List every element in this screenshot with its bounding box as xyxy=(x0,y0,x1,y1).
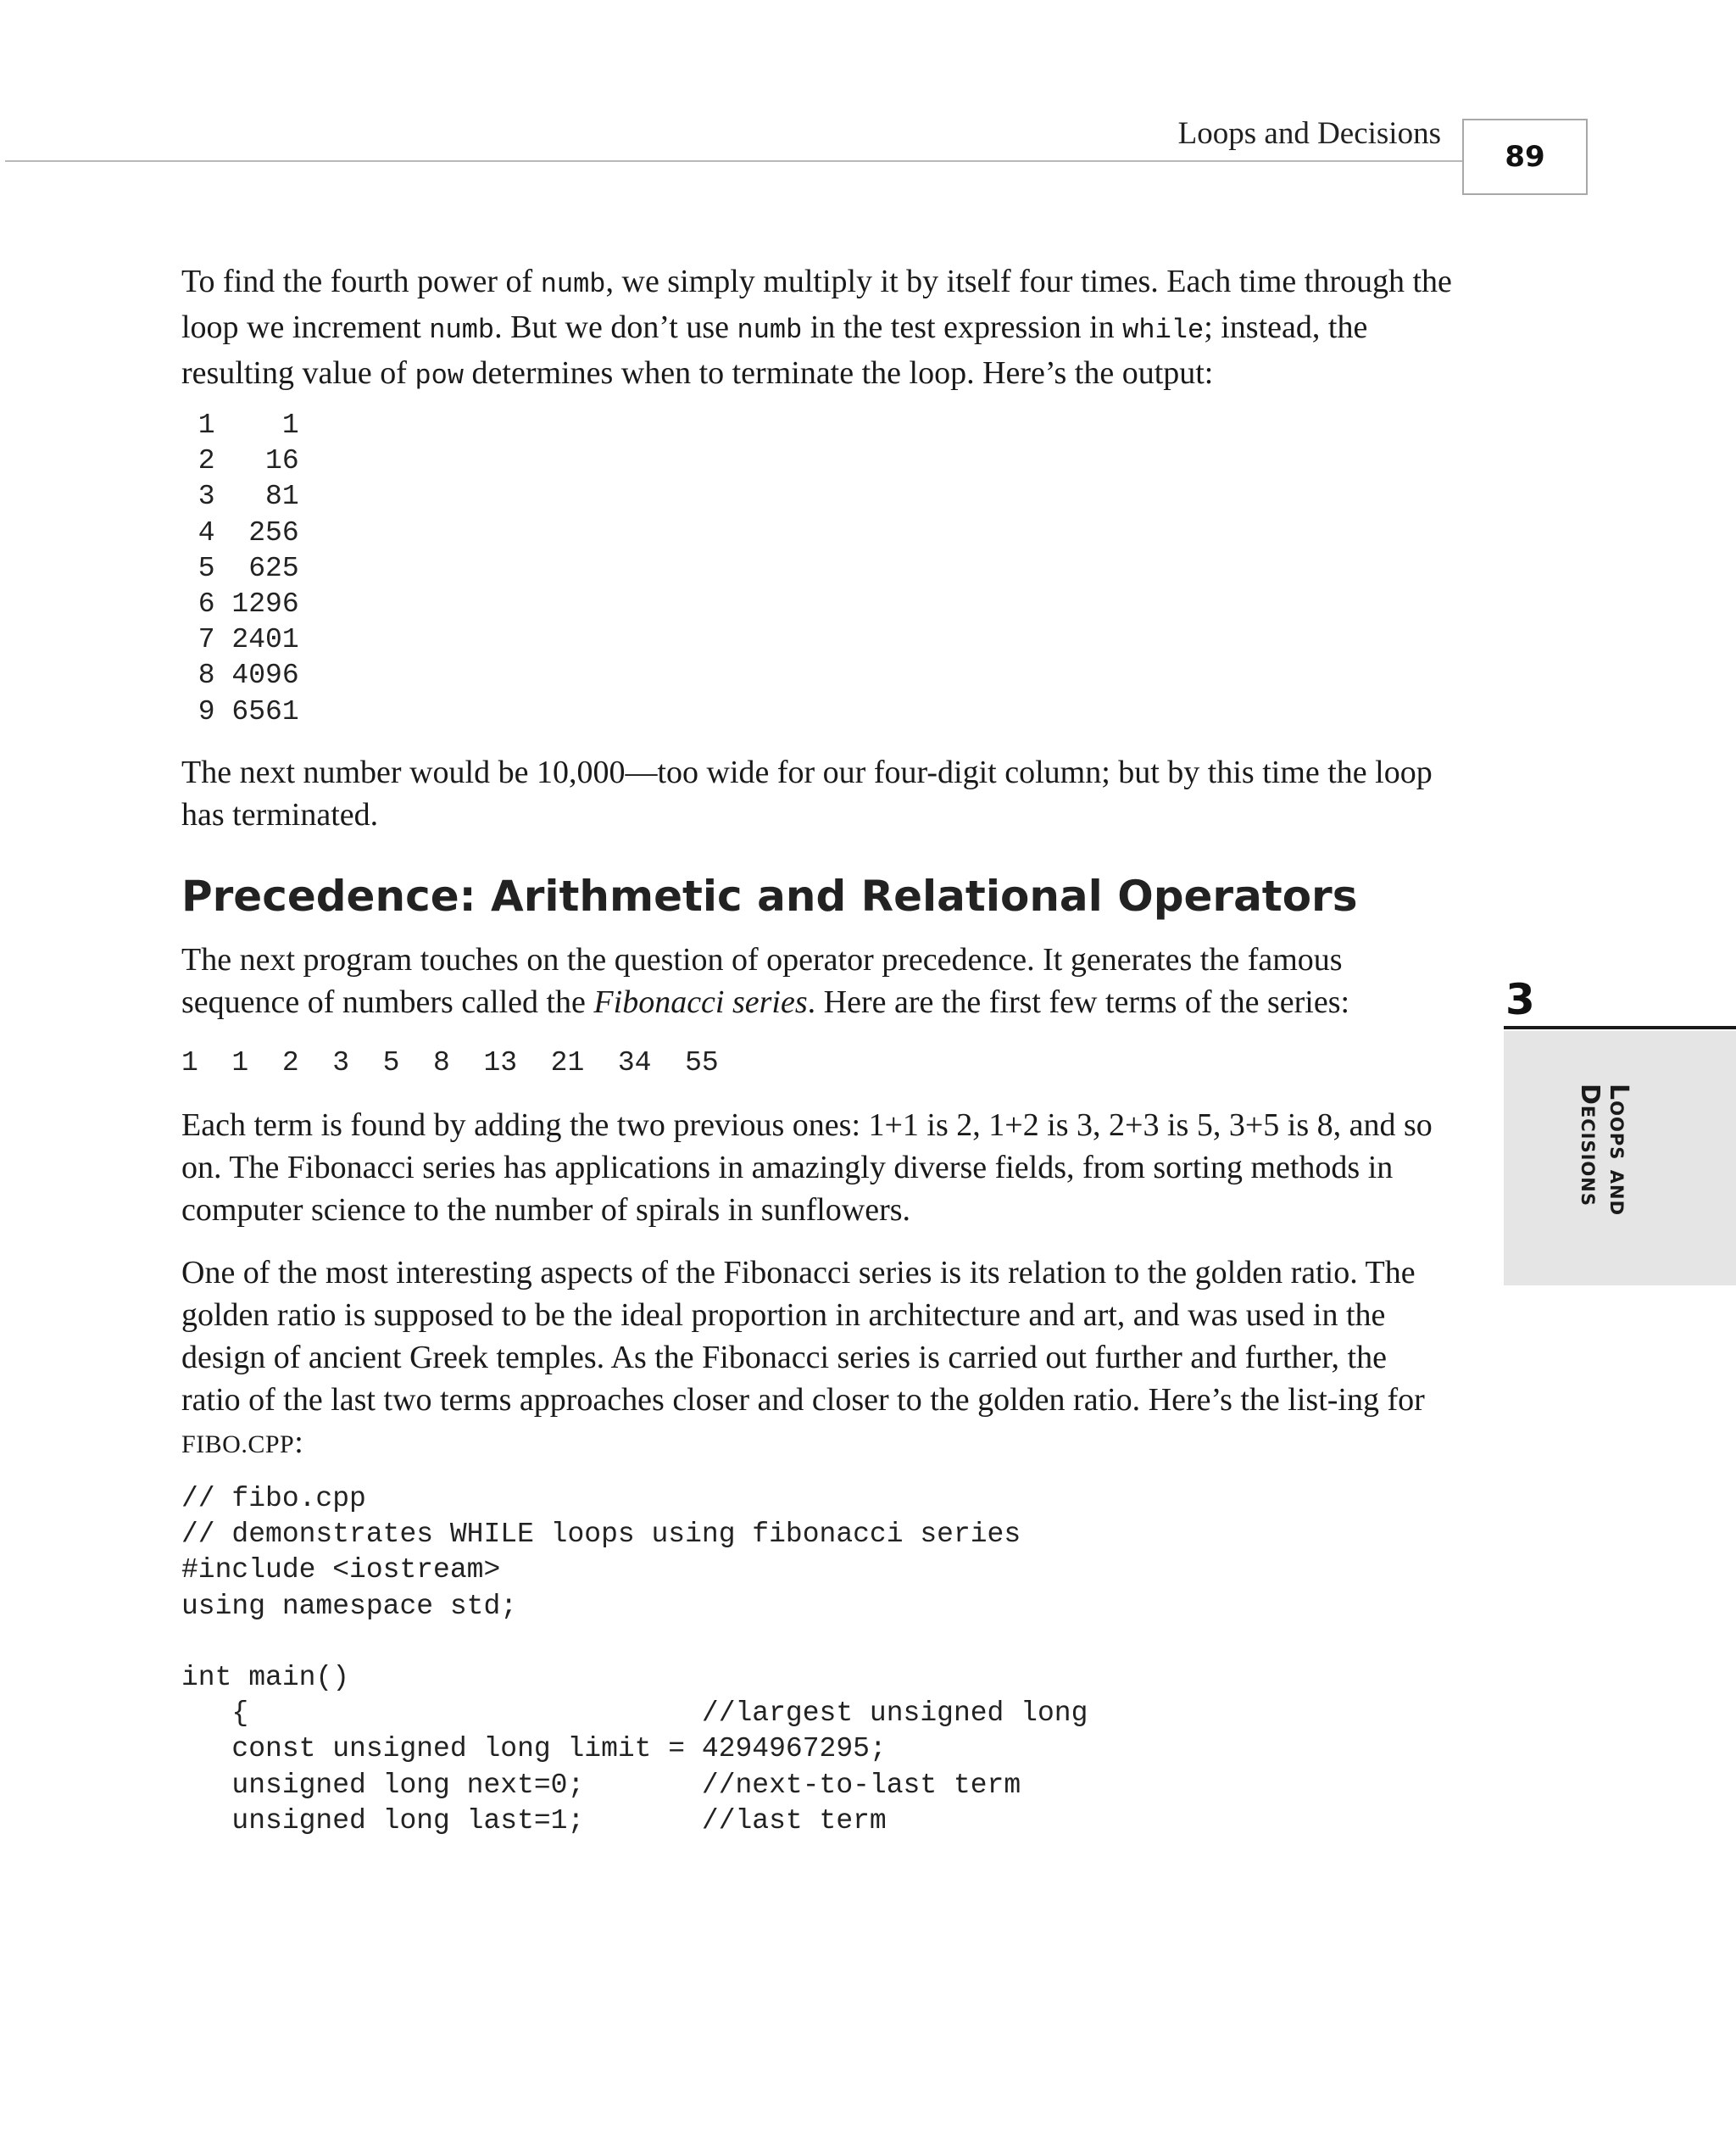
chapter-tab-rule xyxy=(1504,1026,1736,1029)
text-run: . But we don’t use xyxy=(494,309,737,345)
text-run: : xyxy=(294,1424,303,1460)
code-listing-fibo: // fibo.cpp // demonstrates WHILE loops using fibonacci series #include <iostream> using namespace std; int main() { //largest unsigned long const unsigned long limit = 4294967295; unsigned long next=0; //next-to-last term unsigned long last=1; //last term xyxy=(181,1483,1088,1837)
header-rule xyxy=(5,160,1463,162)
paragraph-next-number: The next number would be 10,000—too wide for our four-digit column; but by this time the loop has terminated. xyxy=(181,755,1433,833)
text-run: , we simply multiply it by itself four times. Each time through the loop we increment xyxy=(181,264,1452,345)
fibonacci-series-output: 1 1 2 3 5 8 13 21 34 55 xyxy=(181,1047,719,1079)
text-run: To find the fourth power of xyxy=(181,264,541,299)
chapter-number: 3 xyxy=(1505,975,1535,1024)
running-head: Loops and Decisions xyxy=(1177,116,1441,151)
text-run: The next program touches on the question of operator precedence. It generates the famous sequence of numbers called the xyxy=(181,942,1343,1020)
emphasis-fibonacci-series: Fibonacci series xyxy=(593,984,808,1020)
inline-code-numb: numb xyxy=(737,315,803,346)
chapter-tab-label xyxy=(1575,1084,1633,1216)
text-run: determines when to terminate the loop. Here’s the output: xyxy=(464,355,1214,391)
inline-code-pow: pow xyxy=(415,360,465,392)
inline-code-numb: numb xyxy=(429,315,495,346)
paragraph-fourth-power xyxy=(181,260,1453,398)
text-run: ; instead, the resulting value of xyxy=(181,309,1368,391)
text-run: . Here are the first few terms of the series: xyxy=(807,984,1350,1020)
text-run: One of the most interesting aspects of the Fibonacci series is its relation to the golden ratio. The golden ratio is supposed to be the ideal proportion in architecture and art, and was used in the design of ancient Greek temples. As the Fibonacci series is carried out further and further, the ratio of the last two terms approaches closer and closer to the golden ratio. Here’s the list-ing for xyxy=(181,1255,1425,1418)
chapter-tab-line1: Loops and xyxy=(1604,1084,1633,1217)
output-table: 1 1 2 16 3 81 4 256 5 625 6 1296 7 2401 8 4096 9 6561 xyxy=(198,410,299,727)
section-heading: Precedence: Arithmetic and Relational Operators xyxy=(181,872,1358,921)
inline-code-while: while xyxy=(1122,315,1205,346)
inline-code-numb: numb xyxy=(540,269,606,300)
page-number: 89 xyxy=(1462,119,1588,195)
chapter-tab-line2: Decisions xyxy=(1575,1084,1605,1207)
text-run: in the test expression in xyxy=(802,309,1123,345)
paragraph-fibonacci-intro xyxy=(181,939,1453,1023)
paragraph-fibonacci-terms: Each term is found by adding the two previous ones: 1+1 is 2, 1+2 is 3, 2+3 is 5, 3+5 is 8, and so on. The Fibonacci series has applications in amazingly diverse fields, from sorting methods in computer science to the number of spirals in sunflowers. xyxy=(181,1107,1433,1228)
filename-fibo-cpp: FIBO.CPP xyxy=(181,1430,295,1458)
paragraph-golden-ratio xyxy=(181,1251,1453,1466)
